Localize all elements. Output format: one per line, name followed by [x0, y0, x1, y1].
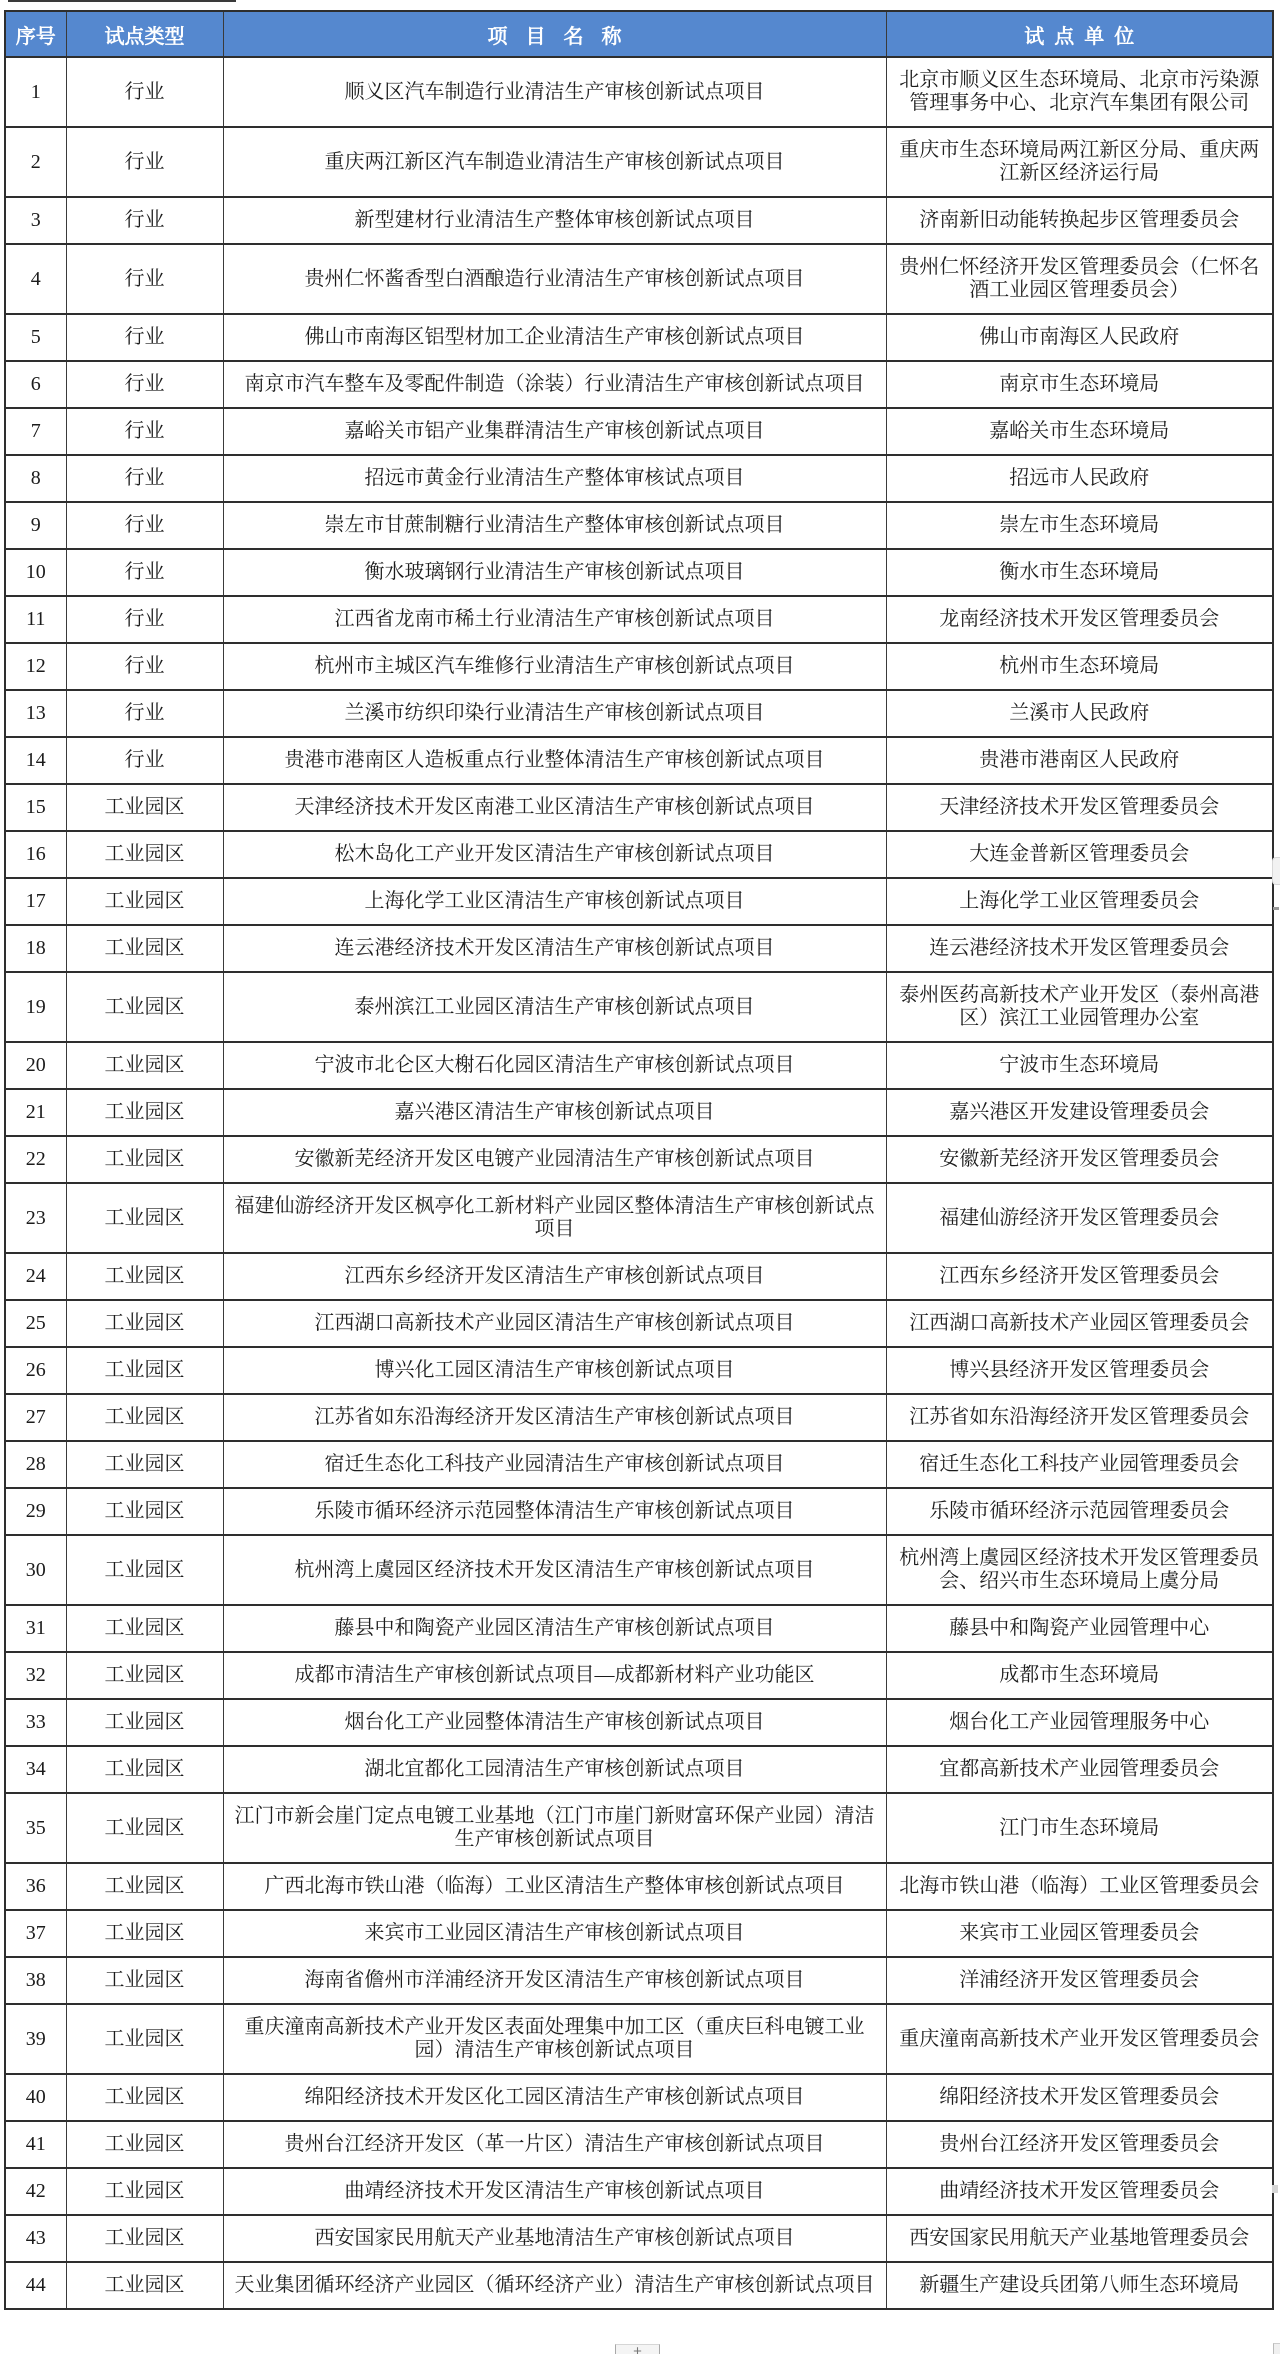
project-name-cell: 重庆潼南高新技术产业开发区表面处理集中加工区（重庆巨科电镀工业园）清洁生产审核创新试点项目 [223, 2004, 886, 2074]
table-row [5, 1089, 1273, 1136]
pilot-unit-cell: 曲靖经济技术开发区管理委员会 [886, 2168, 1273, 2215]
table-row [5, 1863, 1273, 1910]
project-name-cell: 杭州市主城区汽车维修行业清洁生产审核创新试点项目 [223, 643, 886, 690]
pilot-type-cell: 工业园区 [66, 1605, 223, 1652]
pilot-type-cell: 工业园区 [66, 1652, 223, 1699]
pilot-unit-cell: 兰溪市人民政府 [886, 690, 1273, 737]
pilot-unit-cell: 博兴县经济开发区管理委员会 [886, 1347, 1273, 1394]
project-name-cell: 泰州滨江工业园区清洁生产审核创新试点项目 [223, 972, 886, 1042]
table-row [5, 127, 1273, 197]
row-number-cell: 36 [5, 1863, 66, 1910]
pilot-type-cell: 行业 [66, 502, 223, 549]
row-number-cell: 41 [5, 2121, 66, 2168]
pilot-type-cell: 行业 [66, 361, 223, 408]
pilot-type-cell: 工业园区 [66, 1863, 223, 1910]
pilot-type-cell: 工业园区 [66, 2168, 223, 2215]
project-name-cell: 来宾市工业园区清洁生产审核创新试点项目 [223, 1910, 886, 1957]
table-row [5, 455, 1273, 502]
pilot-type-cell: 工业园区 [66, 1535, 223, 1605]
project-name-cell: 重庆两江新区汽车制造业清洁生产审核创新试点项目 [223, 127, 886, 197]
table-row [5, 197, 1273, 244]
table-row [5, 1488, 1273, 1535]
row-number-cell: 31 [5, 1605, 66, 1652]
table-row [5, 361, 1273, 408]
pilot-type-cell: 工业园区 [66, 1300, 223, 1347]
pilot-type-cell: 行业 [66, 408, 223, 455]
row-number-cell: 40 [5, 2074, 66, 2121]
pilot-unit-cell: 福建仙游经济开发区管理委员会 [886, 1183, 1273, 1253]
pilot-unit-cell: 来宾市工业园区管理委员会 [886, 1910, 1273, 1957]
pilot-type-cell: 工业园区 [66, 1699, 223, 1746]
table-row [5, 1441, 1273, 1488]
table-row [5, 1699, 1273, 1746]
pilot-unit-cell: 贵州台江经济开发区管理委员会 [886, 2121, 1273, 2168]
table-row [5, 1347, 1273, 1394]
project-name-cell: 天业集团循环经济产业园区（循环经济产业）清洁生产审核创新试点项目 [223, 2262, 886, 2309]
table-row [5, 737, 1273, 784]
project-name-cell: 兰溪市纺织印染行业清洁生产审核创新试点项目 [223, 690, 886, 737]
row-number-cell: 5 [5, 314, 66, 361]
row-number-cell: 22 [5, 1136, 66, 1183]
row-number-cell: 33 [5, 1699, 66, 1746]
pilot-unit-cell: 江苏省如东沿海经济开发区管理委员会 [886, 1394, 1273, 1441]
pilot-type-cell: 行业 [66, 737, 223, 784]
row-number-cell: 15 [5, 784, 66, 831]
pilot-type-cell: 工业园区 [66, 2215, 223, 2262]
header-cell-pilot-type: 试点类型 [66, 11, 223, 57]
right-edge-fragment [1273, 2343, 1280, 2354]
row-number-cell: 7 [5, 408, 66, 455]
row-number-cell: 16 [5, 831, 66, 878]
table-row [5, 549, 1273, 596]
pilot-unit-cell: 洋浦经济开发区管理委员会 [886, 1957, 1273, 2004]
pilot-type-cell: 工业园区 [66, 2074, 223, 2121]
pilot-type-cell: 行业 [66, 643, 223, 690]
pilot-unit-cell: 重庆市生态环境局两江新区分局、重庆两江新区经济运行局 [886, 127, 1273, 197]
project-name-cell: 衡水玻璃钢行业清洁生产审核创新试点项目 [223, 549, 886, 596]
row-number-cell: 13 [5, 690, 66, 737]
pilot-unit-cell: 贵港市港南区人民政府 [886, 737, 1273, 784]
pilot-unit-cell: 嘉兴港区开发建设管理委员会 [886, 1089, 1273, 1136]
project-name-cell: 松木岛化工产业开发区清洁生产审核创新试点项目 [223, 831, 886, 878]
table-row [5, 2004, 1273, 2074]
project-name-cell: 天津经济技术开发区南港工业区清洁生产审核创新试点项目 [223, 784, 886, 831]
pilot-unit-cell: 乐陵市循环经济示范园管理委员会 [886, 1488, 1273, 1535]
pilot-type-cell: 工业园区 [66, 878, 223, 925]
pilot-unit-cell: 上海化学工业区管理委员会 [886, 878, 1273, 925]
pilot-type-cell: 工业园区 [66, 2004, 223, 2074]
table-row [5, 784, 1273, 831]
row-number-cell: 8 [5, 455, 66, 502]
pilot-unit-cell: 衡水市生态环境局 [886, 549, 1273, 596]
row-number-cell: 39 [5, 2004, 66, 2074]
project-name-cell: 宿迁生态化工科技产业园清洁生产审核创新试点项目 [223, 1441, 886, 1488]
pilot-unit-cell: 江西东乡经济开发区管理委员会 [886, 1253, 1273, 1300]
row-number-cell: 42 [5, 2168, 66, 2215]
project-name-cell: 绵阳经济技术开发区化工园区清洁生产审核创新试点项目 [223, 2074, 886, 2121]
pilot-type-cell: 行业 [66, 455, 223, 502]
table-row [5, 2121, 1273, 2168]
row-number-cell: 43 [5, 2215, 66, 2262]
pilot-type-cell: 工业园区 [66, 2262, 223, 2309]
pilot-type-cell: 行业 [66, 314, 223, 361]
scrollbar-dash-icon [1273, 907, 1279, 910]
project-name-cell: 广西北海市铁山港（临海）工业区清洁生产整体审核创新试点项目 [223, 1863, 886, 1910]
pilot-unit-cell: 绵阳经济技术开发区管理委员会 [886, 2074, 1273, 2121]
pilot-type-cell: 行业 [66, 127, 223, 197]
project-name-cell: 杭州湾上虞园区经济技术开发区清洁生产审核创新试点项目 [223, 1535, 886, 1605]
project-name-cell: 崇左市甘蔗制糖行业清洁生产整体审核创新试点项目 [223, 502, 886, 549]
row-number-cell: 9 [5, 502, 66, 549]
pilot-type-cell: 工业园区 [66, 1746, 223, 1793]
row-number-cell: 14 [5, 737, 66, 784]
pilot-type-cell: 工业园区 [66, 1488, 223, 1535]
pilot-unit-cell: 江门市生态环境局 [886, 1793, 1273, 1863]
pilot-type-cell: 工业园区 [66, 1089, 223, 1136]
project-name-cell: 博兴化工园区清洁生产审核创新试点项目 [223, 1347, 886, 1394]
pilot-type-cell: 工业园区 [66, 1042, 223, 1089]
row-number-cell: 28 [5, 1441, 66, 1488]
row-number-cell: 24 [5, 1253, 66, 1300]
pilot-unit-cell: 成都市生态环境局 [886, 1652, 1273, 1699]
project-name-cell: 新型建材行业清洁生产整体审核创新试点项目 [223, 197, 886, 244]
row-number-cell: 44 [5, 2262, 66, 2309]
row-number-cell: 4 [5, 244, 66, 314]
table-row [5, 878, 1273, 925]
project-name-cell: 江门市新会崖门定点电镀工业基地（江门市崖门新财富环保产业园）清洁生产审核创新试点项目 [223, 1793, 886, 1863]
row-number-cell: 29 [5, 1488, 66, 1535]
scrollbar-thumb[interactable] [1272, 857, 1280, 885]
project-name-cell: 烟台化工产业园整体清洁生产审核创新试点项目 [223, 1699, 886, 1746]
project-name-cell: 安徽新芜经济开发区电镀产业园清洁生产审核创新试点项目 [223, 1136, 886, 1183]
table-row [5, 1652, 1273, 1699]
row-number-cell: 6 [5, 361, 66, 408]
table-row [5, 1183, 1273, 1253]
row-number-cell: 21 [5, 1089, 66, 1136]
table-row [5, 643, 1273, 690]
pilot-unit-cell: 龙南经济技术开发区管理委员会 [886, 596, 1273, 643]
pilot-unit-cell: 藤县中和陶瓷产业园管理中心 [886, 1605, 1273, 1652]
table-body [5, 57, 1273, 2309]
table-row [5, 1605, 1273, 1652]
pilot-type-cell: 工业园区 [66, 784, 223, 831]
table-row [5, 925, 1273, 972]
table-row [5, 314, 1273, 361]
row-number-cell: 34 [5, 1746, 66, 1793]
project-name-cell: 嘉峪关市铝产业集群清洁生产审核创新试点项目 [223, 408, 886, 455]
project-name-cell: 湖北宜都化工园清洁生产审核创新试点项目 [223, 1746, 886, 1793]
pilot-type-cell: 工业园区 [66, 1347, 223, 1394]
pilot-unit-cell: 新疆生产建设兵团第八师生态环境局 [886, 2262, 1273, 2309]
row-number-cell: 26 [5, 1347, 66, 1394]
table-row [5, 596, 1273, 643]
table-header-row [5, 11, 1273, 57]
pilot-unit-cell: 泰州医药高新技术产业开发区（泰州高港区）滨江工业园管理办公室 [886, 972, 1273, 1042]
row-number-cell: 2 [5, 127, 66, 197]
project-name-cell: 江苏省如东沿海经济开发区清洁生产审核创新试点项目 [223, 1394, 886, 1441]
pilot-type-cell: 工业园区 [66, 1441, 223, 1488]
pilot-type-cell: 工业园区 [66, 1793, 223, 1863]
header-cell-number: 序号 [5, 11, 66, 57]
pilot-type-cell: 工业园区 [66, 831, 223, 878]
project-name-cell: 佛山市南海区铝型材加工企业清洁生产审核创新试点项目 [223, 314, 886, 361]
row-number-cell: 18 [5, 925, 66, 972]
pilot-type-cell: 行业 [66, 549, 223, 596]
table-row [5, 1746, 1273, 1793]
project-name-cell: 宁波市北仑区大榭石化园区清洁生产审核创新试点项目 [223, 1042, 886, 1089]
pilot-unit-cell: 宁波市生态环境局 [886, 1042, 1273, 1089]
pilot-unit-cell: 崇左市生态环境局 [886, 502, 1273, 549]
header-cell-pilot-unit: 试点单位 [886, 11, 1273, 57]
pilot-unit-cell: 天津经济技术开发区管理委员会 [886, 784, 1273, 831]
pilot-type-cell: 行业 [66, 244, 223, 314]
pilot-type-cell: 工业园区 [66, 925, 223, 972]
project-name-cell: 嘉兴港区清洁生产审核创新试点项目 [223, 1089, 886, 1136]
pilot-unit-cell: 杭州湾上虞园区经济技术开发区管理委员会、绍兴市生态环境局上虞分局 [886, 1535, 1273, 1605]
pilot-unit-cell: 杭州市生态环境局 [886, 643, 1273, 690]
pilot-type-cell: 工业园区 [66, 1957, 223, 2004]
project-name-cell: 顺义区汽车制造行业清洁生产审核创新试点项目 [223, 57, 886, 127]
pilot-projects-table [4, 10, 1274, 2310]
table-row [5, 972, 1273, 1042]
pilot-type-cell: 工业园区 [66, 1136, 223, 1183]
right-edge-tick [1272, 2185, 1278, 2193]
header-cell-project-name: 项目名称 [223, 11, 886, 57]
pilot-unit-cell: 济南新旧动能转换起步区管理委员会 [886, 197, 1273, 244]
pilot-unit-cell: 安徽新芜经济开发区管理委员会 [886, 1136, 1273, 1183]
project-name-cell: 江西湖口高新技术产业园区清洁生产审核创新试点项目 [223, 1300, 886, 1347]
table-row [5, 2074, 1273, 2121]
project-name-cell: 招远市黄金行业清洁生产整体审核试点项目 [223, 455, 886, 502]
row-number-cell: 38 [5, 1957, 66, 2004]
pilot-type-cell: 工业园区 [66, 1253, 223, 1300]
pilot-unit-cell: 北京市顺义区生态环境局、北京市污染源管理事务中心、北京汽车集团有限公司 [886, 57, 1273, 127]
table-row [5, 1253, 1273, 1300]
project-name-cell: 贵州仁怀酱香型白酒酿造行业清洁生产审核创新试点项目 [223, 244, 886, 314]
row-number-cell: 27 [5, 1394, 66, 1441]
pilot-type-cell: 行业 [66, 197, 223, 244]
pilot-type-cell: 工业园区 [66, 1183, 223, 1253]
table-row [5, 1793, 1273, 1863]
pilot-unit-cell: 北海市铁山港（临海）工业区管理委员会 [886, 1863, 1273, 1910]
zoom-in-button[interactable]: + [615, 2344, 660, 2354]
pilot-type-cell: 行业 [66, 57, 223, 127]
row-number-cell: 12 [5, 643, 66, 690]
table-row [5, 57, 1273, 127]
row-number-cell: 23 [5, 1183, 66, 1253]
pilot-unit-cell: 南京市生态环境局 [886, 361, 1273, 408]
row-number-cell: 11 [5, 596, 66, 643]
row-number-cell: 1 [5, 57, 66, 127]
project-name-cell: 贵港市港南区人造板重点行业整体清洁生产审核创新试点项目 [223, 737, 886, 784]
project-name-cell: 西安国家民用航天产业基地清洁生产审核创新试点项目 [223, 2215, 886, 2262]
project-name-cell: 藤县中和陶瓷产业园区清洁生产审核创新试点项目 [223, 1605, 886, 1652]
project-name-cell: 贵州台江经济开发区（革一片区）清洁生产审核创新试点项目 [223, 2121, 886, 2168]
pilot-type-cell: 工业园区 [66, 972, 223, 1042]
pilot-unit-cell: 大连金普新区管理委员会 [886, 831, 1273, 878]
pilot-unit-cell: 西安国家民用航天产业基地管理委员会 [886, 2215, 1273, 2262]
pilot-unit-cell: 佛山市南海区人民政府 [886, 314, 1273, 361]
project-name-cell: 乐陵市循环经济示范园整体清洁生产审核创新试点项目 [223, 1488, 886, 1535]
table-row [5, 1300, 1273, 1347]
project-name-cell: 江西省龙南市稀土行业清洁生产审核创新试点项目 [223, 596, 886, 643]
row-number-cell: 30 [5, 1535, 66, 1605]
table-row [5, 1957, 1273, 2004]
row-number-cell: 37 [5, 1910, 66, 1957]
table-row [5, 502, 1273, 549]
project-name-cell: 曲靖经济技术开发区清洁生产审核创新试点项目 [223, 2168, 886, 2215]
row-number-cell: 20 [5, 1042, 66, 1089]
pilot-unit-cell: 烟台化工产业园管理服务中心 [886, 1699, 1273, 1746]
table-row [5, 1136, 1273, 1183]
project-name-cell: 连云港经济技术开发区清洁生产审核创新试点项目 [223, 925, 886, 972]
pilot-type-cell: 行业 [66, 596, 223, 643]
pilot-unit-cell: 宿迁生态化工科技产业园管理委员会 [886, 1441, 1273, 1488]
project-name-cell: 上海化学工业区清洁生产审核创新试点项目 [223, 878, 886, 925]
project-name-cell: 海南省儋州市洋浦经济开发区清洁生产审核创新试点项目 [223, 1957, 886, 2004]
pilot-type-cell: 工业园区 [66, 1394, 223, 1441]
pilot-type-cell: 工业园区 [66, 1910, 223, 1957]
project-name-cell: 南京市汽车整车及零配件制造（涂装）行业清洁生产审核创新试点项目 [223, 361, 886, 408]
row-number-cell: 10 [5, 549, 66, 596]
project-name-cell: 福建仙游经济开发区枫亭化工新材料产业园区整体清洁生产审核创新试点项目 [223, 1183, 886, 1253]
table-row [5, 2215, 1273, 2262]
table-row [5, 2262, 1273, 2309]
pilot-unit-cell: 重庆潼南高新技术产业开发区管理委员会 [886, 2004, 1273, 2074]
pilot-unit-cell: 连云港经济技术开发区管理委员会 [886, 925, 1273, 972]
top-cut-off-line [8, 0, 236, 2]
table-row [5, 690, 1273, 737]
row-number-cell: 19 [5, 972, 66, 1042]
pilot-unit-cell: 招远市人民政府 [886, 455, 1273, 502]
table-row [5, 1910, 1273, 1957]
pilot-unit-cell: 贵州仁怀经济开发区管理委员会（仁怀名酒工业园区管理委员会） [886, 244, 1273, 314]
row-number-cell: 35 [5, 1793, 66, 1863]
project-name-cell: 成都市清洁生产审核创新试点项目—成都新材料产业功能区 [223, 1652, 886, 1699]
project-name-cell: 江西东乡经济开发区清洁生产审核创新试点项目 [223, 1253, 886, 1300]
table-row [5, 1535, 1273, 1605]
table-row [5, 244, 1273, 314]
table-row [5, 1394, 1273, 1441]
pilot-unit-cell: 宜都高新技术产业园管理委员会 [886, 1746, 1273, 1793]
pilot-type-cell: 行业 [66, 690, 223, 737]
table-row [5, 2168, 1273, 2215]
pilot-type-cell: 工业园区 [66, 2121, 223, 2168]
table-row [5, 1042, 1273, 1089]
table-row [5, 408, 1273, 455]
pilot-unit-cell: 江西湖口高新技术产业园区管理委员会 [886, 1300, 1273, 1347]
table-row [5, 831, 1273, 878]
row-number-cell: 25 [5, 1300, 66, 1347]
row-number-cell: 32 [5, 1652, 66, 1699]
pilot-unit-cell: 嘉峪关市生态环境局 [886, 408, 1273, 455]
row-number-cell: 3 [5, 197, 66, 244]
row-number-cell: 17 [5, 878, 66, 925]
